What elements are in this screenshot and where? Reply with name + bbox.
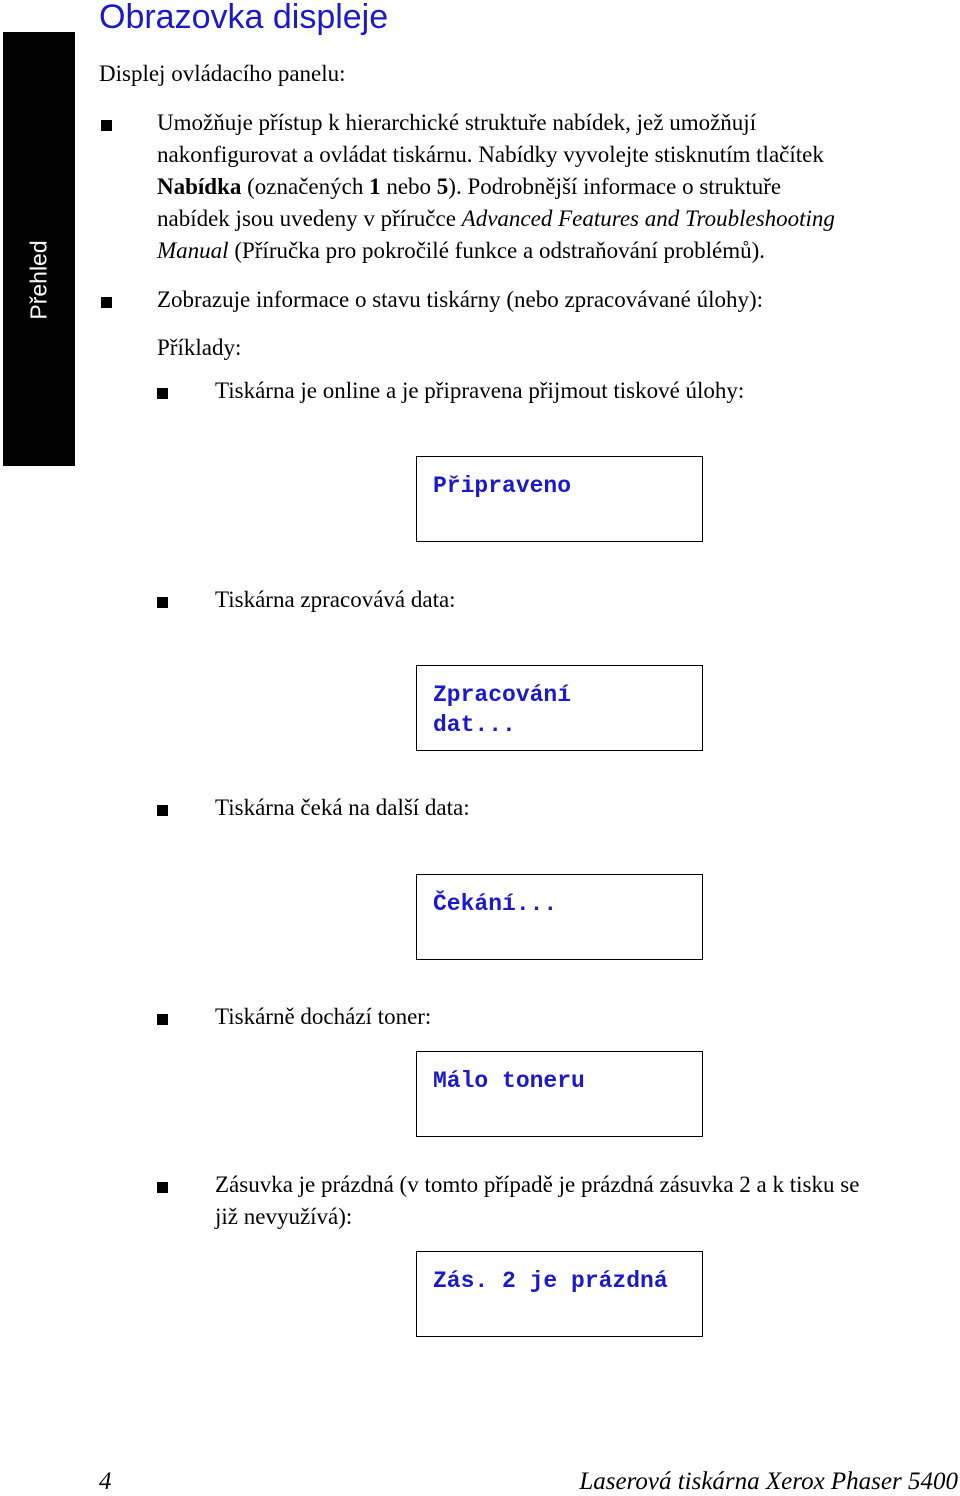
button-number-5: 5	[436, 174, 449, 199]
bullet1-line3: Nabídka (označených 1 nebo 5). Podrobnější informace o struktuře	[157, 174, 782, 199]
bullet-square-icon	[157, 1182, 168, 1193]
example-text: Tiskárna je online a je připravena přijmout tiskové úlohy:	[215, 378, 745, 403]
display-screen-low-toner	[416, 1051, 703, 1137]
display-screen-processing	[416, 665, 703, 751]
display-message: Zás. 2 je prázdná	[433, 1268, 668, 1294]
display-message: Zpracování dat...	[433, 682, 572, 738]
bullet1-line4: nabídek jsou uvedeny v příručce Advanced Features and Troubleshooting	[157, 206, 835, 231]
display-message: Málo toneru	[433, 1068, 585, 1094]
menu-button-name: Nabídka	[157, 174, 242, 199]
intro-text: Displej ovládacího panelu:	[99, 61, 346, 86]
example-text: Tiskárna zpracovává data:	[215, 587, 456, 612]
examples-label: Příklady:	[157, 335, 242, 360]
bullet2-text: Zobrazuje informace o stavu tiskárny (nebo zpracovávané úlohy):	[157, 287, 764, 312]
example-text-line2: již nevyužívá):	[215, 1204, 353, 1229]
page-number: 4	[99, 1468, 112, 1495]
display-message: Připraveno	[433, 473, 572, 499]
display-screen-tray-empty	[416, 1251, 703, 1337]
bullet-square-icon	[157, 1014, 168, 1025]
example-text: Tiskárna čeká na další data:	[215, 795, 470, 820]
bullet1-line2: nakonfigurovat a ovládat tiskárnu. Nabídky vyvolejte stisknutím tlačítek	[157, 142, 824, 167]
example-text-line1: Zásuvka je prázdná (v tomto případě je prázdná zásuvka 2 a k tisku se	[215, 1172, 860, 1197]
display-message: Čekání...	[433, 891, 558, 917]
page-title: Obrazovka displeje	[99, 0, 389, 36]
manual-title-end: Manual	[157, 238, 229, 263]
bullet1-line5: Manual (Příručka pro pokročilé funkce a odstraňování problémů).	[157, 238, 766, 263]
bullet-square-icon	[157, 597, 168, 608]
button-number-1: 1	[369, 174, 381, 199]
section-side-tab	[3, 32, 75, 466]
bullet-square-icon	[101, 297, 112, 308]
display-screen-waiting	[416, 874, 703, 960]
bullet-square-icon	[157, 388, 168, 399]
bullet-square-icon	[157, 805, 168, 816]
side-tab-label: Přehled	[25, 240, 52, 320]
example-text: Tiskárně dochází toner:	[215, 1004, 432, 1029]
manual-title: Advanced Features and Troubleshooting	[461, 206, 835, 231]
footer-book-title: Laserová tiskárna Xerox Phaser 5400	[579, 1468, 958, 1495]
bullet1-line1: Umožňuje přístup k hierarchické struktuře nabídek, jež umožňují	[157, 110, 757, 135]
bullet-square-icon	[101, 120, 112, 131]
display-screen-ready	[416, 456, 703, 542]
